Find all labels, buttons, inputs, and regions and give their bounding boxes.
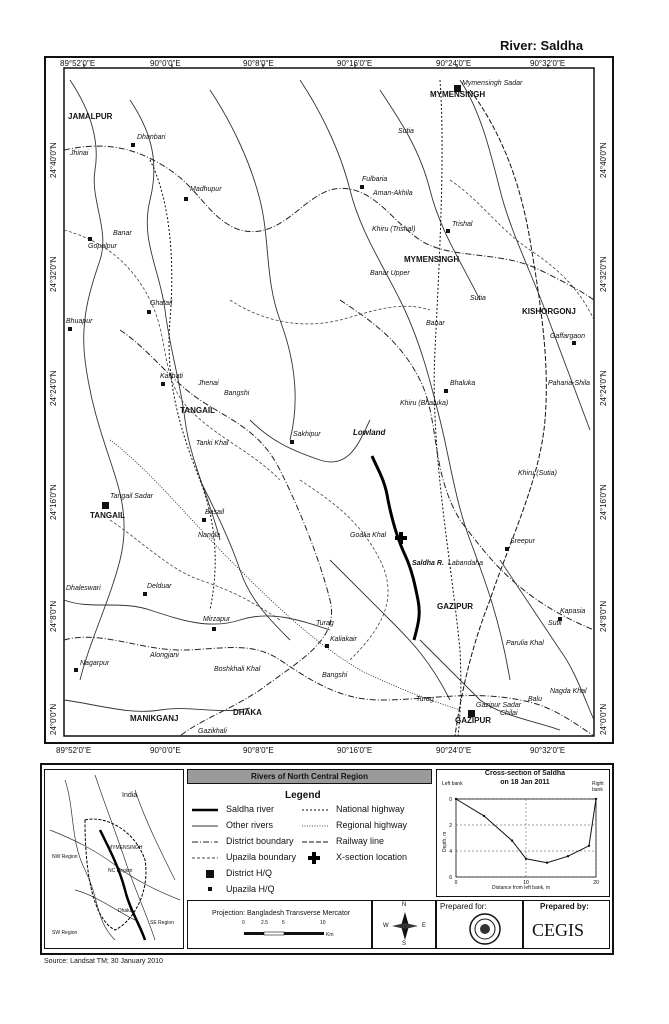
right-tick-label: 24°8'0"N	[599, 600, 608, 632]
top-tick-label: 90°16'0"E	[337, 59, 373, 68]
chart-plot-area	[456, 799, 596, 877]
upazila-hq-markers	[68, 143, 576, 672]
district-label: MANIKGANJ	[130, 714, 179, 723]
river-label: Jhenai	[198, 380, 219, 387]
scale-tick: 2.5	[261, 920, 268, 926]
river-label: Nangla	[198, 532, 221, 539]
river-label: Bangshi	[322, 672, 348, 679]
bottom-tick-label: 90°16'0"E	[337, 746, 373, 755]
legend-item: Upazila boundary	[226, 852, 297, 862]
upazila-label: Gaffargaon	[550, 333, 586, 340]
bottom-tick-label: 89°52'0"E	[56, 746, 92, 755]
legend-item: Upazila H/Q	[226, 884, 275, 894]
bottom-tick-label: 90°8'0"E	[243, 746, 274, 755]
river-label: Alongjani	[150, 652, 179, 659]
district-label: JAMALPUR	[68, 112, 113, 121]
district-hq-icon	[206, 870, 214, 878]
river-label: Banar	[426, 320, 445, 327]
legend-item: Other rivers	[226, 820, 274, 830]
district-label: MYMENSINGH	[404, 255, 460, 264]
district-label: MYMENSINGH	[430, 90, 486, 99]
legend-item: National highway	[336, 804, 405, 814]
cross-section-xlabel: Distance from left bank, m	[492, 885, 551, 891]
map-title: River: Saldha	[500, 38, 584, 53]
district-label: DHAKA	[233, 708, 262, 717]
cross-section-title-line: Cross-section of Saldha	[484, 770, 566, 777]
river-label: Balu	[528, 696, 543, 703]
y-tick-label: 0	[449, 797, 452, 803]
upazila-label: Bhaluka	[450, 380, 476, 387]
river-label: Parulia Khal	[506, 640, 544, 647]
legend-item: X-section location	[336, 852, 408, 862]
river-label: Goalia Khal	[350, 532, 387, 539]
compass-n: N	[402, 902, 407, 908]
left-bank-label: Left bank	[442, 781, 463, 787]
upazila-label: Mirzapur	[203, 616, 231, 623]
upazila-label: Gazipur Sadar	[476, 702, 522, 709]
cross-section-point	[546, 862, 548, 864]
legend-header-bar: Rivers of North Central Region	[187, 769, 432, 784]
cross-section-point	[525, 858, 527, 860]
national-highway-east	[434, 80, 461, 736]
legend-x-section-symbol	[308, 852, 320, 864]
legend-item: District H/Q	[226, 868, 272, 878]
y-tick-label: 2	[449, 823, 452, 829]
left-tick-label: 24°8'0"N	[49, 600, 58, 632]
river-label: Sutia	[398, 128, 414, 135]
river-label: Turag	[416, 696, 434, 703]
north-arrow-icon	[390, 908, 420, 944]
river-label: Bangshi	[224, 390, 250, 397]
river-label: Khiru (Bhaluka)	[400, 400, 449, 407]
legend-item: Railway line	[336, 836, 385, 846]
inset-label: MYMENSINGH	[108, 845, 143, 851]
river-label: Nagda Khal	[550, 688, 587, 695]
upazila-label: Trishal	[452, 221, 473, 228]
projection-text: Projection: Bangladesh Transverse Mercator	[212, 910, 351, 917]
legend-title: Legend	[285, 790, 321, 801]
upazila-label: Kaliakair	[330, 636, 357, 643]
upazila-label: Basail	[205, 509, 225, 516]
upazila-label: Kalihati	[160, 373, 183, 380]
inset-label: India	[122, 792, 138, 799]
y-tick-label: 4	[449, 849, 452, 855]
right-tick-label: 24°40'0"N	[599, 142, 608, 178]
river-label: Boshkhali Khal	[214, 666, 261, 673]
cross-section-subtitle: on 18 Jan 2011	[500, 779, 550, 786]
cross-section-chart	[436, 769, 610, 897]
cross-section-point	[588, 845, 590, 847]
district-label: GAZIPUR	[455, 716, 491, 725]
river-label: Banar	[113, 230, 132, 237]
saldha-river	[372, 456, 419, 640]
left-tick-label: 24°40'0"N	[49, 142, 58, 178]
district-label: TANGAIL	[90, 511, 125, 520]
left-tick-label: 24°24'0"N	[49, 370, 58, 406]
right-tick-label: 24°32'0"N	[599, 256, 608, 292]
district-label: GAZIPUR	[437, 602, 473, 611]
prepared-by-label: Prepared by:	[540, 902, 589, 911]
scale-tick: 5	[282, 920, 285, 926]
top-tick-label: 90°32'0"E	[530, 59, 566, 68]
legend-item: District boundary	[226, 836, 294, 846]
cross-section-ylabel: Depth, m	[442, 831, 448, 852]
upazila-label: Gopalpur	[88, 243, 117, 250]
lowland-label: Lowland	[353, 428, 386, 437]
district-label: TANGAIL	[180, 406, 215, 415]
inset-label: NW Region	[52, 854, 78, 860]
scale-tick: 0	[242, 920, 245, 926]
saldha-river-label: Saldha R.	[412, 560, 444, 567]
upazila-label: Sreepur	[510, 538, 535, 545]
upazila-boundaries	[64, 180, 594, 660]
upazila-label: Dhanbari	[137, 134, 166, 141]
compass-w: W	[383, 923, 389, 929]
y-tick-label: 6	[449, 875, 452, 881]
upazila-label: Fulbaria	[362, 176, 388, 183]
river-label: Paharia-Shila	[548, 380, 591, 387]
legend-item: Regional highway	[336, 820, 408, 830]
scale-tick: 10	[320, 920, 326, 926]
top-tick-label: 90°24'0"E	[436, 59, 472, 68]
inner-map-border	[64, 68, 594, 736]
river-label: Labandaha	[448, 560, 484, 567]
upazila-label: Ghatail	[150, 300, 173, 307]
inset-label: SW Region	[52, 930, 78, 936]
cross-section-point	[511, 839, 513, 841]
district-label: KISHORGONJ	[522, 307, 576, 316]
upazila-label: Mymensingh Sadar	[462, 80, 523, 87]
upazila-label: Kapasia	[560, 608, 586, 615]
river-label: Sutia	[470, 295, 486, 302]
bottom-tick-label: 90°32'0"E	[530, 746, 566, 755]
cross-section-point	[567, 855, 569, 857]
bwdb-seal-icon	[468, 912, 502, 946]
right-tick-label: 24°16'0"N	[599, 484, 608, 520]
top-tick-label: 89°52'0"E	[60, 59, 96, 68]
right-tick-label: 24°0'0"N	[599, 703, 608, 735]
regional-highway	[110, 440, 460, 710]
left-tick-label: 24°16'0"N	[49, 484, 58, 520]
upazila-label: Gazikhali	[198, 728, 227, 735]
cross-section-point	[483, 815, 485, 817]
upazila-label: Nagarpur	[80, 660, 110, 667]
cross-section-point	[455, 798, 457, 800]
cegis-logo: CEGIS	[532, 920, 585, 940]
x-tick-label: 10	[523, 880, 529, 886]
top-tick-label: 90°8'0"E	[243, 59, 274, 68]
scale-bar	[240, 928, 330, 942]
river-label: Turag	[316, 620, 334, 627]
source-note: Source: Landsat TM; 30 January 2010	[44, 958, 163, 965]
river-label: Banar Upper	[370, 270, 410, 277]
upazila-label: Bhuapur	[66, 318, 93, 325]
scale-unit: Km	[326, 932, 334, 938]
compass-e: E	[422, 923, 427, 929]
prepared-for-label: Prepared for:	[440, 902, 487, 911]
upazila-label: Tangail Sadar	[110, 493, 153, 500]
bottom-tick-label: 90°0'0"E	[150, 746, 181, 755]
river-label: Khiru (Trishal)	[372, 226, 416, 233]
upazila-label: Sakhipur	[293, 431, 321, 438]
upazila-hq-icon	[208, 887, 212, 891]
right-tick-label: 24°24'0"N	[599, 370, 608, 406]
right-bank-label: Right bank	[592, 781, 604, 793]
river-label: Jhinai	[70, 150, 89, 157]
river-label: Khiru (Sutia)	[518, 470, 557, 477]
bottom-tick-label: 90°24'0"E	[436, 746, 472, 755]
river-label: Sutil	[548, 620, 562, 627]
cross-section-point	[595, 798, 597, 800]
upazila-label: Madhupur	[190, 186, 222, 193]
inset-label: NC Region	[108, 868, 133, 874]
river-label: Aman-Akhila	[373, 190, 413, 197]
river-label: Dhaleswari	[66, 585, 101, 592]
compass-s: S	[402, 941, 407, 947]
top-tick-label: 90°0'0"E	[150, 59, 181, 68]
inset-label: SE Region	[150, 920, 174, 926]
inset-label: Dhaka	[118, 908, 133, 914]
river-label: Chilai	[500, 710, 518, 717]
left-tick-label: 24°32'0"N	[49, 256, 58, 292]
x-tick-label: 0	[454, 880, 458, 886]
upazila-label: Delduar	[147, 583, 172, 590]
river-label: Tanki Khal	[196, 440, 229, 447]
left-tick-label: 24°0'0"N	[49, 703, 58, 735]
legend-item: Saldha river	[226, 804, 275, 814]
district-hq-tangail	[102, 502, 109, 509]
x-tick-label: 20	[593, 880, 599, 886]
